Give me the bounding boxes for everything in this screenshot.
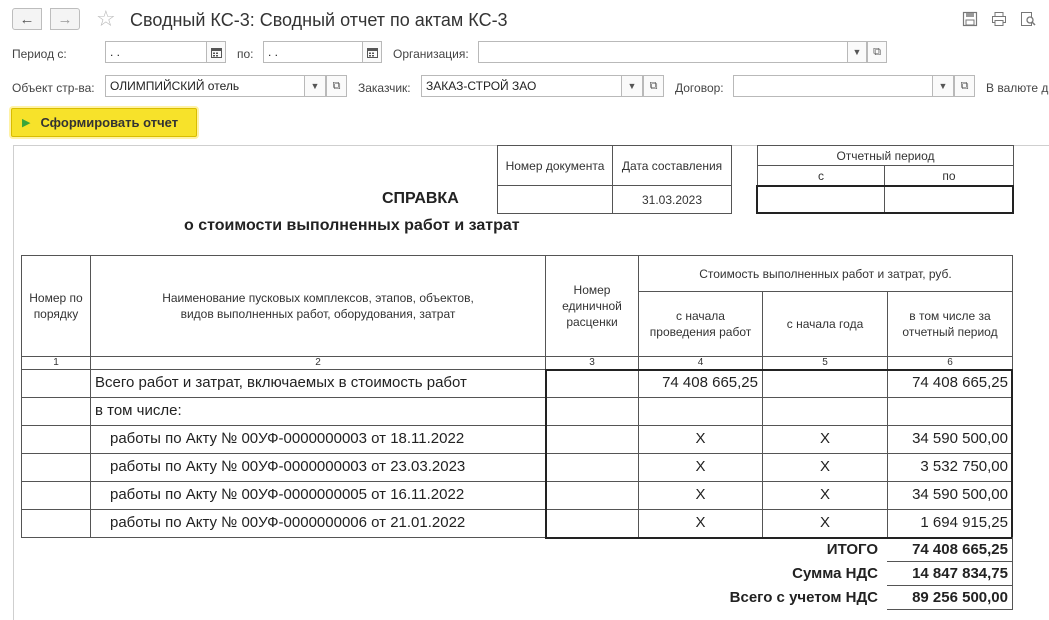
doc-number-header: Номер документа <box>505 158 605 173</box>
row-from-start: X <box>695 486 706 503</box>
col-number-5: 5 <box>822 357 828 368</box>
period-to-input[interactable]: . . <box>263 41 363 63</box>
organization-dropdown-button[interactable] <box>847 41 867 63</box>
col-header-name-line2: видов выполненных работ, оборудования, затрат <box>180 307 456 321</box>
organization-open-button[interactable] <box>867 41 887 63</box>
row-period: 1 694 915,25 <box>920 514 1008 531</box>
col-number-1: 1 <box>53 357 59 368</box>
print-icon[interactable] <box>991 11 1007 27</box>
dropdown-arrow-icon: ▼ <box>938 81 948 91</box>
col-header-cost-group: Стоимость выполненных работ и затрат, руб. <box>699 266 952 281</box>
total-label: ИТОГО <box>826 541 878 558</box>
vat-label: Сумма НДС <box>792 565 878 582</box>
dropdown-arrow-icon: ▼ <box>310 81 320 91</box>
row-from-year: X <box>819 458 830 475</box>
dropdown-arrow-icon: ▼ <box>852 47 862 57</box>
customer-input[interactable]: ЗАКАЗ-СТРОЙ ЗАО <box>421 75 622 97</box>
customer-open-button[interactable] <box>643 75 664 97</box>
back-button[interactable] <box>12 8 42 30</box>
col-header-rate: Номер единичной расценки <box>562 283 622 329</box>
row-from-start: X <box>695 430 706 447</box>
object-open-button[interactable] <box>326 75 347 97</box>
row-from-year: X <box>819 486 830 503</box>
arrow-right-icon: → <box>57 10 73 28</box>
generate-report-label: Сформировать отчет <box>40 115 179 130</box>
generate-report-button[interactable] <box>11 108 197 137</box>
row-name: работы по Акту № 00УФ-0000000005 от 16.11.2022 <box>110 486 465 503</box>
vat-value: 14 847 834,75 <box>912 565 1008 582</box>
organization-label: Организация: <box>393 47 469 61</box>
report-title: СПРАВКА <box>382 190 459 207</box>
favorite-star-icon[interactable]: ☆ <box>96 6 116 31</box>
row-from-start: X <box>695 458 706 475</box>
save-icon[interactable] <box>962 11 978 27</box>
calendar-icon <box>367 47 378 58</box>
open-link-icon: ⧉ <box>332 79 341 92</box>
row-from-year: X <box>819 430 830 447</box>
row-period: 34 590 500,00 <box>912 430 1008 447</box>
total-with-vat-value: 89 256 500,00 <box>912 589 1008 606</box>
customer-label: Заказчик: <box>358 81 411 95</box>
row-from-year: X <box>819 514 830 531</box>
period-to-calendar-button[interactable] <box>362 41 382 63</box>
row-period: 3 532 750,00 <box>920 458 1008 475</box>
open-link-icon: ⧉ <box>649 79 658 92</box>
object-input[interactable]: ОЛИМПИЙСКИЙ отель <box>105 75 305 97</box>
open-link-icon: ⧉ <box>960 79 969 92</box>
doc-date-header: Дата составления <box>621 158 723 173</box>
col-header-from-year: с начала года <box>786 317 864 331</box>
period-from-header: с <box>818 168 824 183</box>
contract-input[interactable] <box>733 75 933 97</box>
col-header-from-start: с начала проведения работ <box>649 309 752 339</box>
preview-search-icon[interactable] <box>1020 11 1036 27</box>
row-name: работы по Акту № 00УФ-0000000006 от 21.01.2022 <box>110 514 466 531</box>
dropdown-arrow-icon: ▼ <box>627 81 637 91</box>
customer-dropdown-button[interactable] <box>621 75 643 97</box>
play-icon: ▶ <box>22 117 31 129</box>
col-header-period: в том числе за отчетный период <box>902 309 998 339</box>
total-value: 74 408 665,25 <box>912 541 1008 558</box>
period-from-input[interactable]: . . <box>105 41 207 63</box>
row-period: 34 590 500,00 <box>912 486 1008 503</box>
reporting-period-header: Отчетный период <box>836 148 935 163</box>
row-period: 74 408 665,25 <box>912 374 1008 391</box>
contract-dropdown-button[interactable] <box>932 75 954 97</box>
forward-button[interactable] <box>50 8 80 30</box>
row-from-start: X <box>695 514 706 531</box>
object-dropdown-button[interactable] <box>304 75 326 97</box>
window-title: Сводный КС-3: Сводный отчет по актам КС-3 <box>130 10 508 30</box>
row-name: в том числе: <box>95 402 182 419</box>
period-from-label: Период с: <box>12 47 67 61</box>
col-header-number: Номер по порядку <box>29 291 83 321</box>
row-from-start: 74 408 665,25 <box>662 374 758 391</box>
contract-open-button[interactable] <box>954 75 975 97</box>
object-label: Объект стр-ва: <box>12 81 95 95</box>
period-to-header: по <box>942 168 956 183</box>
row-name: Всего работ и затрат, включаемых в стоимость работ <box>95 374 467 391</box>
col-number-6: 6 <box>947 357 953 368</box>
open-link-icon: ⧉ <box>873 45 881 58</box>
arrow-left-icon: ← <box>19 10 35 28</box>
row-name: работы по Акту № 00УФ-0000000003 от 23.03.2023 <box>110 458 466 475</box>
currency-label: В валюте д <box>986 81 1049 95</box>
period-to-label: по: <box>237 47 254 61</box>
col-header-name <box>91 256 545 356</box>
report-subtitle: о стоимости выполненных работ и затрат <box>184 217 520 234</box>
row-name: работы по Акту № 00УФ-0000000003 от 18.11.2022 <box>110 430 465 447</box>
col-number-3: 3 <box>589 357 595 368</box>
calendar-icon <box>211 47 222 58</box>
total-with-vat-label: Всего с учетом НДС <box>729 589 878 606</box>
organization-input[interactable] <box>478 41 848 63</box>
doc-date-value: 31.03.2023 <box>641 192 703 207</box>
col-header-name-line1: Наименование пусковых комплексов, этапов, объектов, <box>162 291 474 305</box>
col-number-2: 2 <box>315 357 321 368</box>
col-number-4: 4 <box>697 357 704 368</box>
period-from-calendar-button[interactable] <box>206 41 226 63</box>
contract-label: Договор: <box>675 81 724 95</box>
doc-number-value <box>498 186 612 213</box>
